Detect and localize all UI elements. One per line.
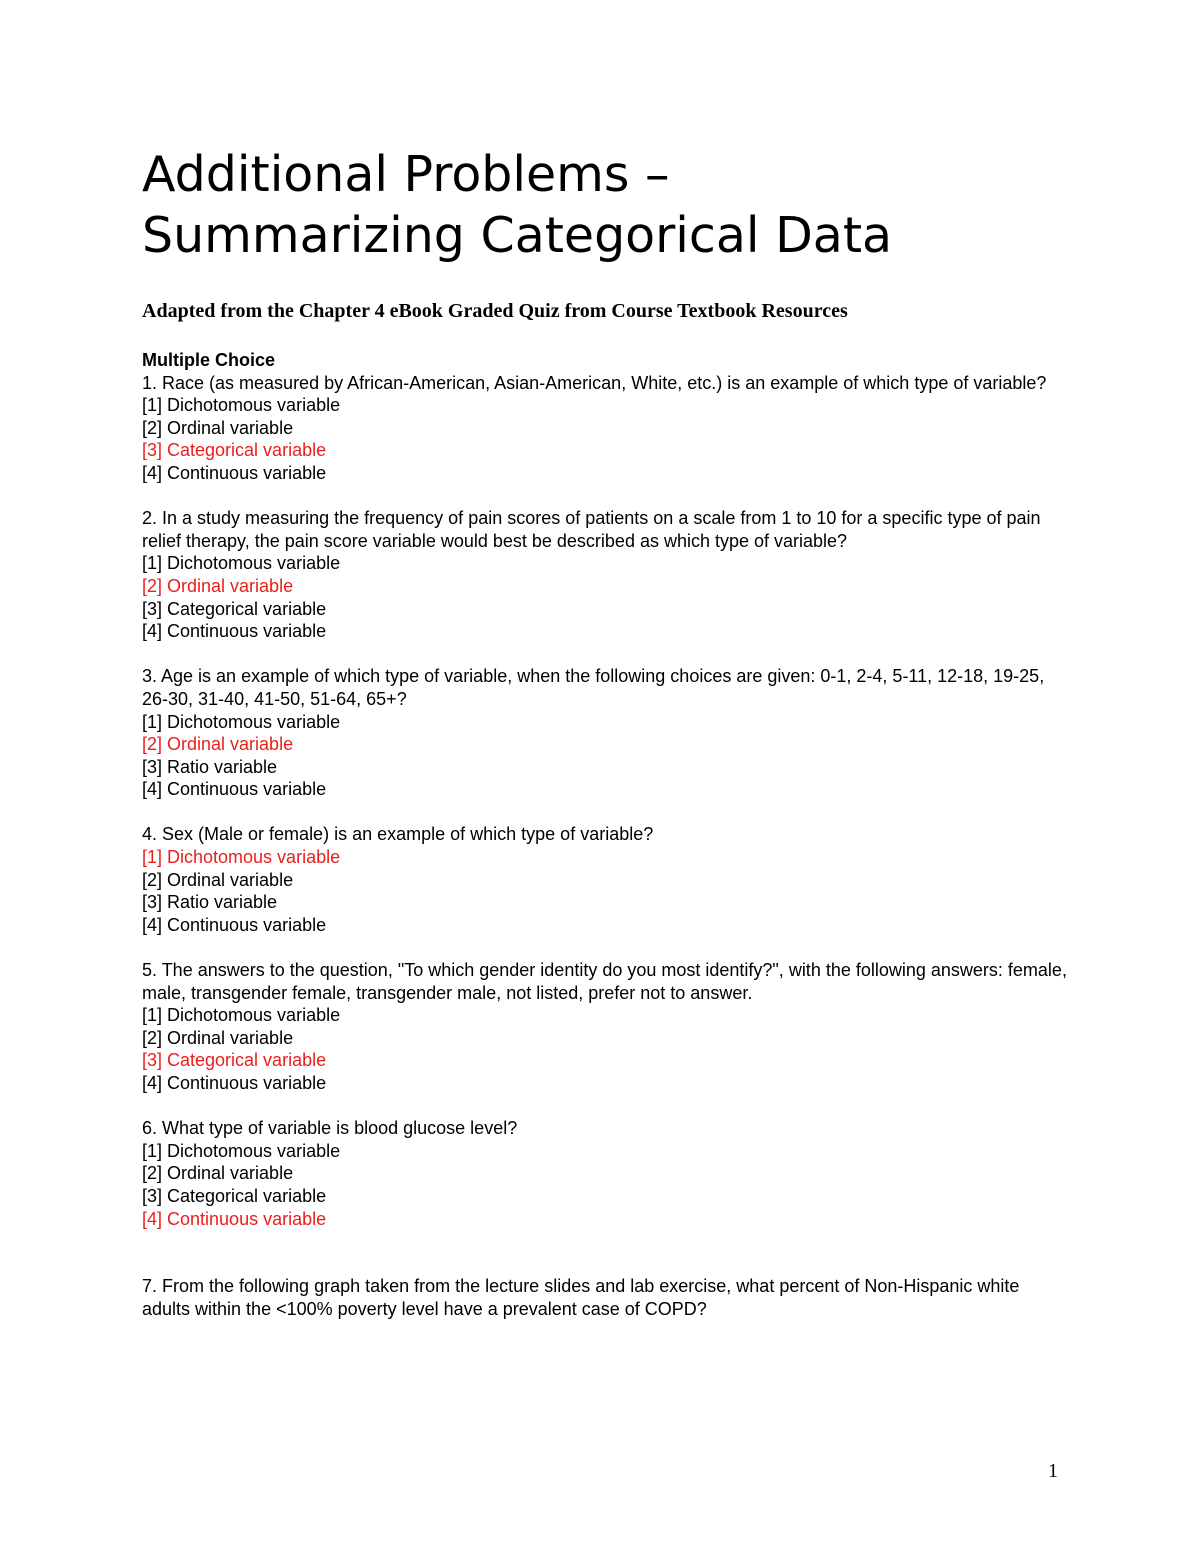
section-heading: Multiple Choice (142, 350, 276, 370)
answer-option: [2] Ordinal variable (142, 417, 294, 438)
answer-option-correct: [2] Ordinal variable (142, 734, 294, 755)
answer-option: [3] Categorical variable (142, 598, 327, 619)
answer-option: [4] Continuous variable (142, 1073, 327, 1093)
answer-option: [4] Continuous variable (142, 621, 327, 642)
answer-option: [2] Ordinal variable (142, 1027, 294, 1048)
answer-option: [4] Continuous variable (142, 462, 327, 483)
answer-option: [1] Dichotomous variable (142, 711, 341, 732)
answer-option: [3] Categorical variable (142, 1185, 327, 1206)
question-item (142, 1275, 1072, 1320)
answer-option: [4] Continuous variable (142, 779, 327, 800)
question-item (142, 507, 1072, 643)
answer-option-correct: [3] Categorical variable (142, 440, 327, 461)
answer-option-correct: [1] Dichotomous variable (142, 847, 341, 868)
answer-option: [3] Ratio variable (142, 892, 278, 913)
answer-option: [3] Ratio variable (142, 756, 278, 777)
answer-option: [1] Dichotomous variable (142, 395, 341, 416)
quiz-body (142, 349, 1072, 1343)
page-title-line-1: Additional Problems – (142, 146, 670, 203)
question-text: 1. Race (as measured by African-American, Asian-American, White, etc.) is an example of which type of variable? (142, 372, 1047, 393)
answer-option: [1] Dichotomous variable (142, 1140, 341, 1161)
question-item (142, 959, 1072, 1095)
question-item (142, 372, 1072, 485)
page-number: 1 (1048, 1460, 1058, 1482)
answer-option: [1] Dichotomous variable (142, 553, 341, 574)
answer-option-correct: [3] Categorical variable (142, 1050, 327, 1071)
question-item (142, 823, 1072, 936)
page-title (142, 144, 1102, 266)
question-text: 2. In a study measuring the frequency of pain scores of patients on a scale from 1 to 10 for a specific type of pain relief therapy, the pain score variable would best be described as which type of variable? (142, 508, 1041, 551)
question-text: 7. From the following graph taken from the lecture slides and lab exercise, what percent of Non-Hispanic white adults within the <100% poverty level have a prevalent case of COPD? (142, 1276, 1020, 1319)
question-text: 6. What type of variable is blood glucose level? (142, 1118, 518, 1139)
question-text: 4. Sex (Male or female) is an example of which type of variable? (142, 824, 654, 845)
answer-option: [1] Dichotomous variable (142, 1005, 341, 1026)
question-list (142, 372, 1072, 1321)
question-item (142, 665, 1072, 801)
answer-option-correct: [2] Ordinal variable (142, 575, 294, 596)
question-text: 3. Age is an example of which type of variable, when the following choices are given: 0-1, 2-4, 5-11, 12-18, 19-25, 26-30, 31-40, 41-50, 51-64, 65+? (142, 666, 1045, 709)
page-subtitle: Adapted from the Chapter 4 eBook Graded Quiz from Course Textbook Resources (142, 300, 848, 322)
answer-option: [4] Continuous variable (142, 914, 327, 935)
question-item (142, 1117, 1072, 1230)
answer-option-correct: [4] Continuous variable (142, 1208, 327, 1229)
answer-option: [2] Ordinal variable (142, 869, 294, 890)
answer-option: [2] Ordinal variable (142, 1163, 294, 1184)
spacer (142, 1253, 1072, 1276)
page-title-line-2: Summarizing Categorical Data (142, 207, 893, 264)
question-text: 5. The answers to the question, "To which gender identity do you most identify?", with the following answers: female, male, transgender female, transgender male, not listed, prefer not to answer. (142, 960, 1067, 1003)
